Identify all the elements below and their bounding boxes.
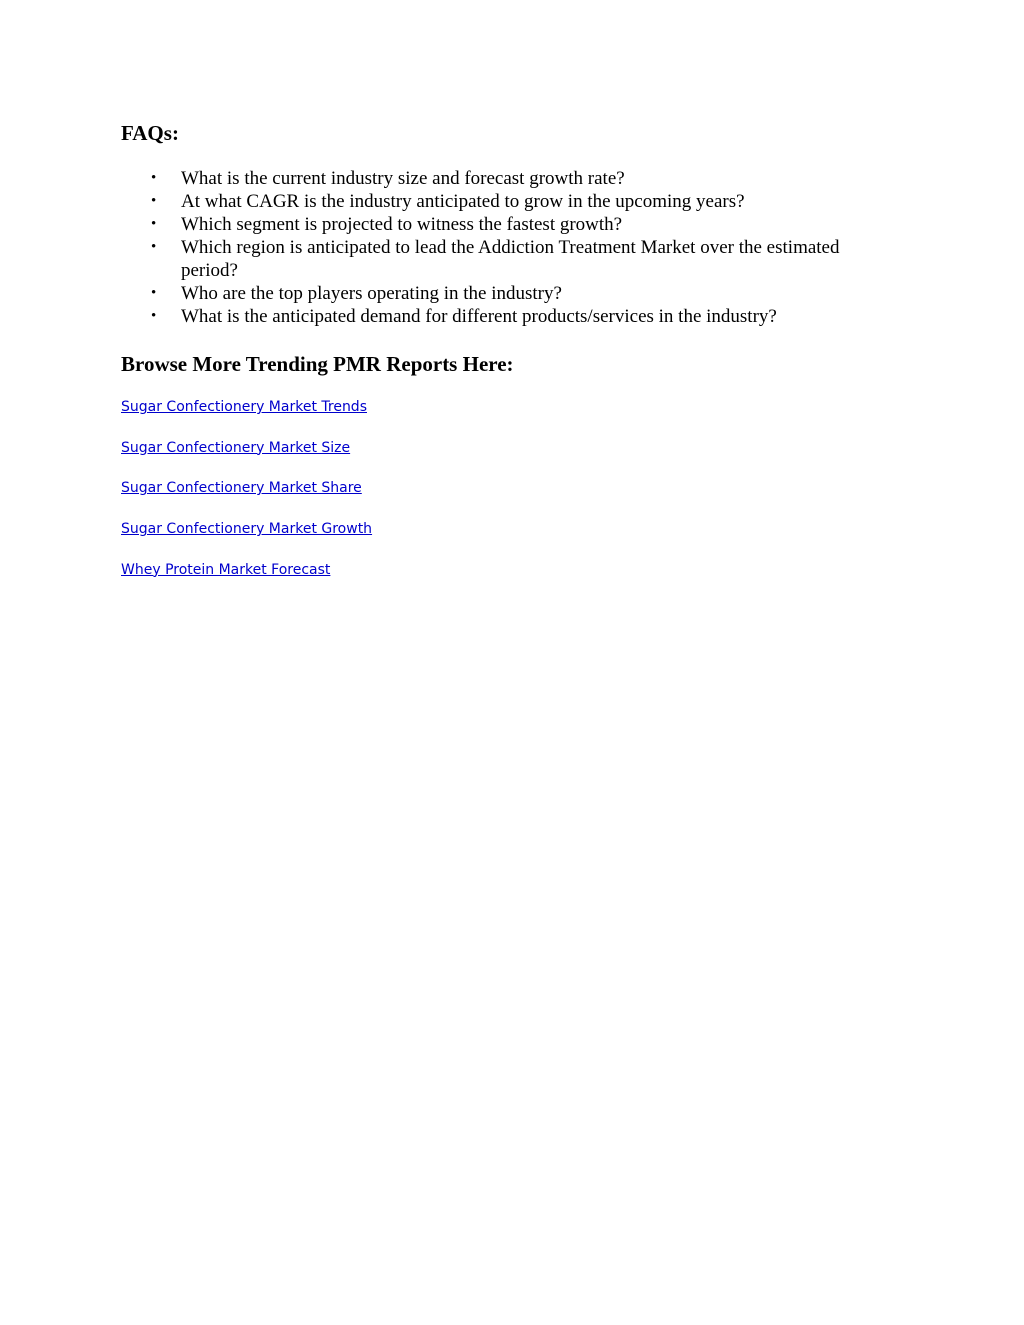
report-link-sugar-confectionery-size[interactable]: Sugar Confectionery Market Size bbox=[121, 439, 351, 456]
report-link-whey-protein-forecast[interactable]: Whey Protein Market Forecast bbox=[121, 561, 331, 578]
report-link-item bbox=[121, 439, 372, 480]
faq-list bbox=[121, 167, 901, 328]
report-link-item bbox=[121, 479, 372, 520]
bullet-icon: • bbox=[151, 239, 157, 255]
report-link-sugar-confectionery-trends[interactable]: Sugar Confectionery Market Trends bbox=[121, 399, 367, 415]
bullet-icon: • bbox=[151, 170, 157, 186]
faq-question: What is the anticipated demand for different products/services in the industry? bbox=[181, 306, 777, 327]
browse-heading: Browse More Trending PMR Reports Here: bbox=[121, 352, 514, 376]
faq-item bbox=[121, 167, 901, 190]
faq-question: Which region is anticipated to lead the Addiction Treatment Market over the estimated period? bbox=[181, 237, 840, 281]
bullet-icon: • bbox=[151, 308, 157, 324]
report-link-sugar-confectionery-share[interactable]: Sugar Confectionery Market Share bbox=[121, 480, 362, 497]
faq-heading: FAQs: bbox=[121, 121, 179, 145]
report-links-list bbox=[121, 398, 372, 601]
faq-item bbox=[121, 236, 901, 282]
faq-question: Which segment is projected to witness the fastest growth? bbox=[181, 214, 623, 235]
faq-question: At what CAGR is the industry anticipated to grow in the upcoming years? bbox=[181, 191, 745, 212]
report-link-item bbox=[121, 561, 372, 602]
report-link-item bbox=[121, 398, 372, 439]
faq-question: What is the current industry size and forecast growth rate? bbox=[181, 168, 625, 189]
report-link-item bbox=[121, 520, 372, 561]
report-link-sugar-confectionery-growth[interactable]: Sugar Confectionery Market Growth bbox=[121, 521, 373, 538]
bullet-icon: • bbox=[151, 193, 157, 209]
bullet-icon: • bbox=[151, 285, 157, 301]
faq-item bbox=[121, 213, 901, 236]
faq-item bbox=[121, 305, 901, 328]
faq-question: Who are the top players operating in the industry? bbox=[181, 283, 562, 304]
bullet-icon: • bbox=[151, 216, 157, 232]
faq-item bbox=[121, 190, 901, 213]
faq-item bbox=[121, 282, 901, 305]
